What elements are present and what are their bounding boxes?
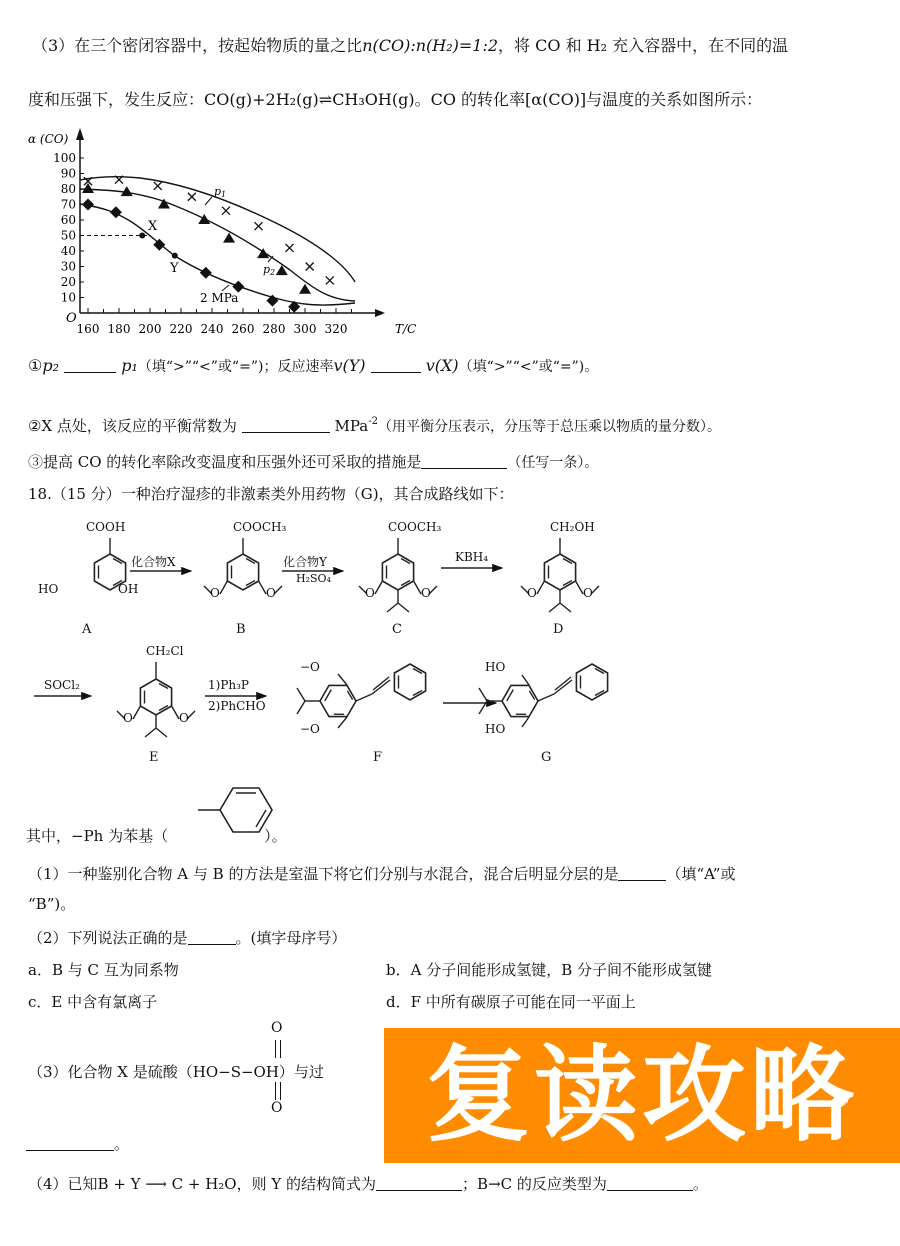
q18-part4 xyxy=(28,1174,708,1194)
q3-intro-text-4: 。CO 的转化率[α(CO)]与温度的关系如图所示： xyxy=(414,90,763,109)
svg-text:320: 320 xyxy=(324,322,348,336)
option-b: b．A 分子间能形成氢键，B 分子间不能形成氢键 xyxy=(386,961,712,979)
origin-label: O xyxy=(66,311,77,326)
reagent-phcho: 2)PhCHO xyxy=(208,699,266,713)
x-axis-arrow-icon xyxy=(375,309,385,317)
group-e-o1: O xyxy=(123,711,133,725)
q18-heading: 18.（15 分）一种治疗湿疹的非激素类外用药物（G)，其合成路线如下： xyxy=(28,485,514,503)
q3-intro-text-2: ，将 CO 和 H₂ 充入容器中，在不同的温 xyxy=(498,36,789,55)
answer-blank-v[interactable] xyxy=(371,358,421,373)
group-f-o1: −O xyxy=(300,660,320,674)
q3-sub3-text: ③提高 CO 的转化率除改变温度和压强外还可采取的措施是 xyxy=(28,453,422,471)
label-y-point: Y xyxy=(170,261,179,276)
label-p2: p2 xyxy=(263,263,276,277)
label-b: B xyxy=(236,622,246,637)
svg-text:100: 100 xyxy=(53,151,76,165)
reagent-kbh4: KBH₄ xyxy=(455,550,489,564)
y-axis-arrow-icon xyxy=(76,128,84,140)
svg-text:200: 200 xyxy=(138,322,162,336)
sulfate-o-top: O xyxy=(271,1020,283,1036)
q3-sub1-text: （填“>”“<”或“=”)；反应速率 xyxy=(137,359,334,375)
label-g: G xyxy=(541,750,552,765)
x-ticks xyxy=(77,308,352,336)
answer-blank-4b[interactable] xyxy=(607,1176,693,1191)
q18-part1-line1 xyxy=(28,864,735,884)
compound-e-ring xyxy=(140,679,171,715)
phenyl-group-icon xyxy=(190,782,290,844)
svg-text:40: 40 xyxy=(60,244,76,258)
compound-d-ring xyxy=(544,554,575,590)
group-c-ester: COOCH₃ xyxy=(388,520,442,534)
reagent-ph3p: 1)Ph₃P xyxy=(208,678,250,692)
q3-sub1-end: （填“>”“<”或“=”)。 xyxy=(458,359,599,375)
group-d-o1: O xyxy=(527,586,537,600)
answer-blank-measure[interactable] xyxy=(421,454,507,469)
svg-text:60: 60 xyxy=(60,213,76,227)
group-b-o2: O xyxy=(266,586,276,600)
vy-symbol: v(Y) xyxy=(333,356,366,375)
group-g-ho2: HO xyxy=(485,722,506,736)
label-c: C xyxy=(392,622,402,637)
group-e-o2: O xyxy=(179,711,189,725)
y-axis-label: α (CO) xyxy=(28,132,69,146)
answer-blank-3[interactable] xyxy=(26,1136,114,1151)
q3-intro-text-3: 度和压强下，发生反应： xyxy=(28,90,205,109)
q3-sub2-text: ②X 点处，该反应的平衡常数为 xyxy=(28,417,237,435)
unit-mpa: MPa xyxy=(334,417,369,435)
unit-exponent: -2 xyxy=(368,416,378,427)
curve-2mpa xyxy=(80,204,355,305)
compound-g-ring xyxy=(497,678,542,725)
group-d-ch2oh: CH₂OH xyxy=(550,520,595,534)
group-c-o1: O xyxy=(365,586,375,600)
q3-sub1 xyxy=(28,356,598,377)
sulfate-o-bottom: O xyxy=(271,1100,283,1116)
answer-blank-1[interactable] xyxy=(618,866,666,881)
ph-note-close: ）。 xyxy=(264,827,287,845)
group-b-o1: O xyxy=(210,586,220,600)
group-d-o2: O xyxy=(583,586,593,600)
q18-part4-mid2: ；B→C 的反应类型为 xyxy=(462,1175,607,1193)
q18-part3-answer xyxy=(26,1134,129,1154)
compound-b-ring xyxy=(227,554,258,590)
q3-sub2 xyxy=(28,412,721,437)
f-phenyl-ring xyxy=(394,664,425,700)
q18-part2-text: （2）下列说法正确的是 xyxy=(28,929,188,947)
reagent-compound-x: 化合物X xyxy=(131,555,176,569)
double-bond-top xyxy=(275,1040,281,1058)
q18-part2 xyxy=(28,928,346,948)
label-p1: p1 xyxy=(214,185,227,199)
compound-c-ring xyxy=(382,554,413,590)
double-bond-bottom xyxy=(275,1082,281,1100)
q18-part3-end: 。 xyxy=(114,1135,130,1153)
option-c: c．E 中含有氯离子 xyxy=(28,993,158,1011)
group-e-ch2cl: CH₂Cl xyxy=(146,644,184,658)
curve-p2 xyxy=(80,189,355,301)
group-f-o2: −O xyxy=(300,722,320,736)
ph-note-text: 其中，−Ph 为苯基（ xyxy=(26,827,169,845)
q18-part1-text: （1）一种鉴别化合物 A 与 B 的方法是室温下将它们分别与水混合，混合后明显分层的是 xyxy=(28,865,619,883)
group-a-cooh: COOH xyxy=(86,520,126,534)
q3-intro-text: （3）在三个密闭容器中，按起始物质的量之比 xyxy=(32,36,363,55)
svg-text:30: 30 xyxy=(60,259,76,274)
svg-text:20: 20 xyxy=(60,275,76,289)
reagent-socl2: SOCl₂ xyxy=(44,678,80,692)
group-a-ho: HO xyxy=(38,582,59,596)
label-a: A xyxy=(82,622,92,637)
svg-text:50: 50 xyxy=(60,228,76,243)
label-f: F xyxy=(373,750,383,765)
q18-part4-text: （4）已知 xyxy=(28,1175,98,1193)
svg-text:70: 70 xyxy=(60,197,76,212)
group-b-ester: COOCH₃ xyxy=(233,520,287,534)
p1-symbol: p₁ xyxy=(121,356,138,375)
svg-text:90: 90 xyxy=(60,166,76,181)
svg-text:10: 10 xyxy=(60,290,76,305)
compound-f-ring xyxy=(315,678,360,725)
answer-blank-k[interactable] xyxy=(242,418,330,433)
ratio-formula: n(CO):n(H₂)=1:2 xyxy=(362,36,499,55)
group-a-oh: OH xyxy=(118,582,139,596)
reaction-equation: CO(g)+2H₂(g)⇌CH₃OH(g) xyxy=(204,90,415,109)
q3-sub3-note: （任写一条）。 xyxy=(507,455,599,471)
svg-text:160: 160 xyxy=(76,322,100,336)
x-axis-label: T/C xyxy=(395,322,417,336)
group-g-ho1: HO xyxy=(485,660,506,674)
q18-part4-equation: B + Y ⟶ C + H₂O xyxy=(97,1175,237,1193)
q3-intro-line1 xyxy=(32,36,788,56)
reagent-compound-y: 化合物Y xyxy=(283,555,327,569)
q18-part1-line2: “B”)。 xyxy=(28,895,76,913)
p2-symbol: p₂ xyxy=(42,356,59,375)
label-d: D xyxy=(553,622,564,637)
q18-part4-mid: ，则 Y 的结构简式为 xyxy=(236,1175,377,1193)
answer-blank-4a[interactable] xyxy=(376,1176,462,1191)
answer-blank-p[interactable] xyxy=(64,358,116,373)
q3-sub2-note: （用平衡分压表示，分压等于总压乘以物质的量分数）。 xyxy=(377,419,721,435)
svg-text:240: 240 xyxy=(200,322,224,336)
label-x-point: X xyxy=(148,219,158,234)
watermark-banner: 复读攻略 xyxy=(384,1028,900,1163)
svg-text:80: 80 xyxy=(60,182,76,196)
answer-blank-2[interactable] xyxy=(188,930,236,945)
svg-text:220: 220 xyxy=(169,322,193,336)
q18-part1-end: （填“A”或 xyxy=(666,865,736,883)
q3-intro-line2 xyxy=(28,90,762,110)
option-d: d．F 中所有碳原子可能在同一平面上 xyxy=(386,993,636,1011)
q3-sub3 xyxy=(28,452,598,473)
circled-1: ① xyxy=(28,356,43,375)
synthesis-scheme xyxy=(0,505,900,785)
label-2mpa: 2 MPa xyxy=(200,291,239,305)
reagent-h2so4: H₂SO₄ xyxy=(296,572,331,585)
label-e: E xyxy=(149,750,159,765)
svg-text:300: 300 xyxy=(293,322,317,336)
q18-part4-end: 。 xyxy=(692,1175,708,1193)
svg-text:260: 260 xyxy=(231,322,255,336)
vx-symbol: v(X) xyxy=(425,356,459,375)
conversion-chart xyxy=(0,120,430,345)
q18-part2-note: 。(填字母序号） xyxy=(235,929,347,947)
svg-text:280: 280 xyxy=(262,322,286,336)
option-a: a．B 与 C 互为同系物 xyxy=(28,961,179,979)
svg-text:180: 180 xyxy=(107,322,131,336)
q18-part3-text: （3）化合物 X 是硫酸（HO−S−OH）与过 xyxy=(28,1063,324,1081)
group-c-o2: O xyxy=(421,586,431,600)
g-phenyl-ring xyxy=(576,664,607,700)
